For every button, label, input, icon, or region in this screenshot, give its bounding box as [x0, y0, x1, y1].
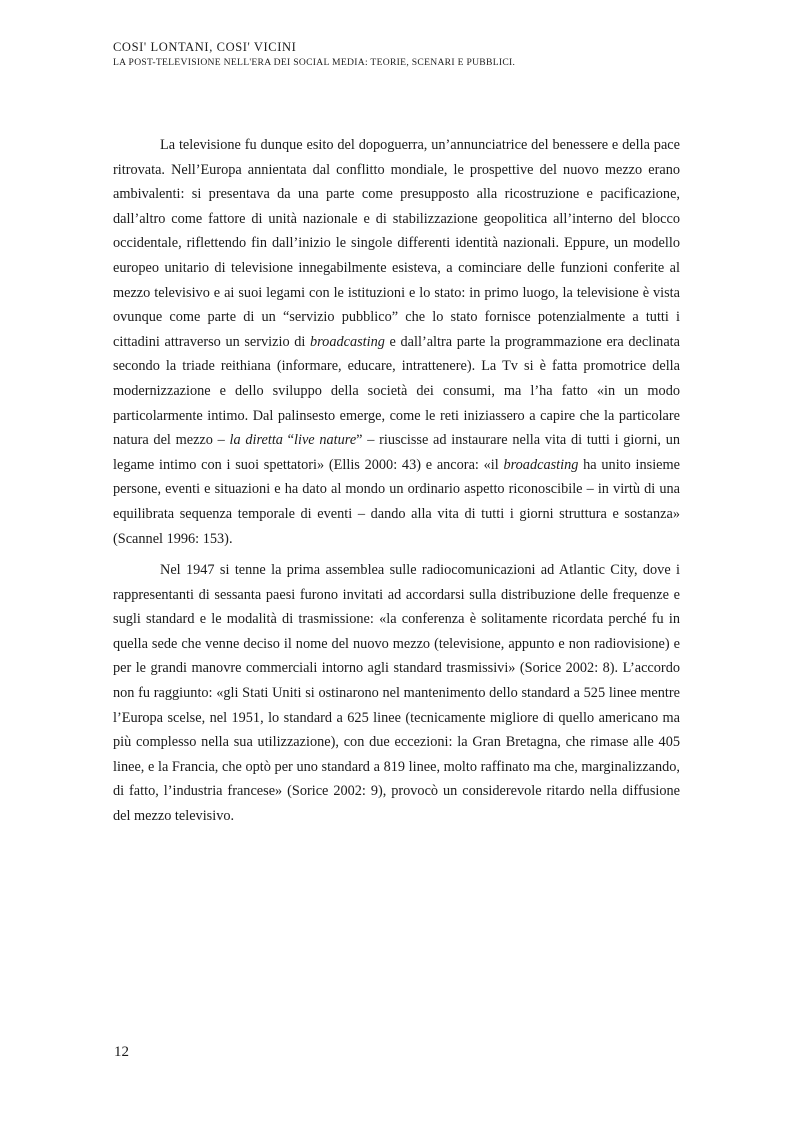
paragraph-1-text: e dall’altra parte la programmazione era declinata secondo la triade reithiana (informare, educare, intrattenere). La Tv si è fatta promotrice della modernizzazione e dello sviluppo della società dei consumi, ma l’ha fatto «in un modo particolarmente intimo. Dal palinsesto emerge, come le reti iniziassero a capire che la particolare natura del mezzo – — [113, 333, 680, 449]
italic-term: la diretta — [229, 432, 283, 449]
paragraph-1 — [113, 133, 680, 551]
paragraph-1-text: “ — [282, 432, 295, 449]
header-subtitle: LA POST-TELEVISIONE NELL'ERA DEI SOCIAL MEDIA: TEORIE, SCENARI E PUBBLICI. — [113, 57, 516, 68]
paragraph-1-text: ” – riuscisse ad instaurare nella vita di tutti i giorni, un legame intimo con i suoi spettatori» (Ellis 2000: 43) e ancora: «il — [113, 432, 680, 473]
header-title: COSI' LONTANI, COSI' VICINI — [113, 40, 297, 54]
paragraph-2: Nel 1947 si tenne la prima assemblea sulle radiocomunicazioni ad Atlantic City, dove i rappresentanti di sessanta paesi furono invitati ad accordarsi sulla distribuzione delle frequenze e sugli standard e le modalità di trasmissione: «la conferenza è solitamente ricordata perché fu in quella sede che venne deciso il nome del nuovo mezzo (televisione, appunto e non radiovisione) e per le grandi manovre commerciali intorno agli standard trasmissivi» (Sorice 2002: 8). L’accordo non fu raggiunto: «gli Stati Uniti si ostinarono nel mantenimento dello standard a 525 linee mentre l’Europa scelse, nel 1951, lo standard a 625 linee (tecnicamente migliore di quello americano ma più complesso nella sua utilizzazione), con due eccezioni: la Gran Bretagna, che rimase alle 405 linee, e la Francia, che optò per uno standard a 819 linee, molto raffinato ma che, marginalizzando, di fatto, l’industria francese» (Sorice 2002: 9), provocò un considerevole ritardo nella diffusione del mezzo televisivo. — [113, 562, 680, 825]
italic-term: broadcasting — [503, 456, 579, 473]
italic-term: live nature — [294, 432, 357, 449]
italic-term: broadcasting — [309, 333, 385, 350]
paragraph-1-text: ha unito insieme persone, eventi e situazioni e ha dato al mondo un ordinario aspetto riconoscibile – in virtù di una equilibrata sequenza temporale di eventi – dando alla vita di tutti i giorni struttura e sostanza» (Scannel 1996: 153). — [113, 456, 680, 547]
body-text — [113, 133, 680, 829]
paragraph-1-text: La televisione fu dunque esito del dopoguerra, un’annunciatrice del benessere e della pace ritrovata. Nell’Europa annientata dal conflitto mondiale, le prospettive del nuovo mezzo erano ambivalenti: si presentava da una parte come presupposto alla ricostruzione e pacificazione, dall’altro come fattore di unità nazionale e di stabilizzazione geopolitica all’interno del blocco occidentale, riflettendo fin dall’inizio le singole differenti identità nazionali. Eppure, un modello europeo unitario di televisione innegabilmente esisteva, a cominciare delle funzioni conferite al mezzo televisivo e ai suoi legami con le istituzioni e lo stato: in primo luogo, la televisione è vista ovunque come parte di un “servizio pubblico” che lo stato fornisce potenzialmente a tutti i cittadini attraverso un servizio di — [113, 137, 680, 350]
page-number: 12 — [114, 1044, 129, 1060]
running-header — [113, 40, 693, 69]
